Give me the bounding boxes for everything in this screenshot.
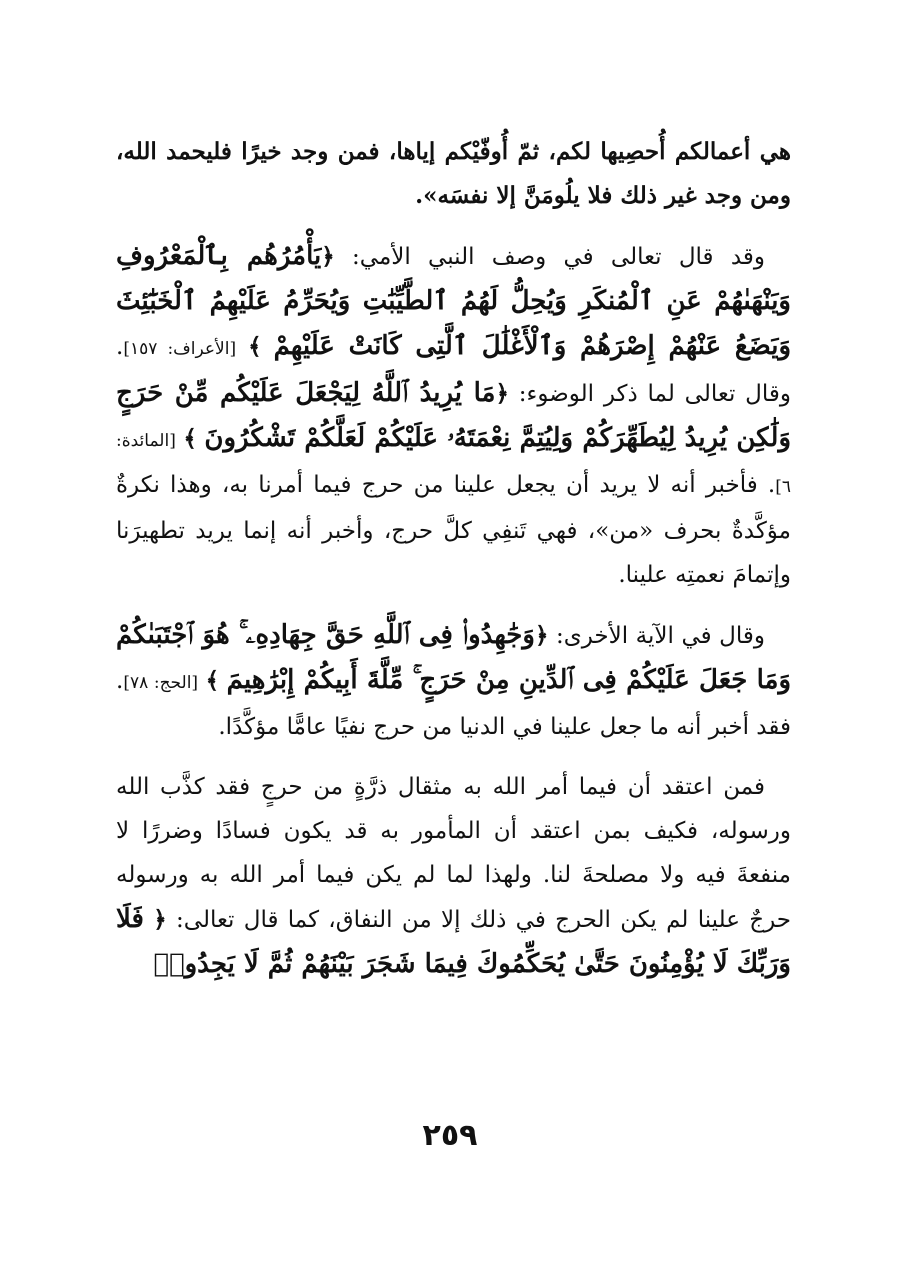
- closing-paragraph: [116, 765, 791, 987]
- hadith-text: هي أعمالكم أُحصِيها لكم، ثمّ أُوفّيْكم إياها، فمن وجد خيرًا فليحمد الله، ومن وجد غير ذلك فلا يلُومَنَّ إلا نفسَه».: [116, 138, 791, 209]
- verse-araf-text: يَأْمُرُهُم بِٱلْمَعْرُوفِ وَيَنْهَىٰهُمْ عَنِ ٱلْمُنكَرِ وَيُحِلُّ لَهُمُ ٱلطَّيِّبَٰتِ وَيُحَرِّمُ عَلَيْهِمُ ٱلْخَبَٰٓئِثَ وَيَضَعُ عَنْهُمْ إِصْرَهُمْ وَٱلْأَغْلَٰلَ ٱلَّتِى كَانَتْ عَلَيْهِمْ: [116, 241, 792, 361]
- verse-paragraph-araf: [116, 234, 791, 597]
- page-body: [116, 130, 791, 1003]
- verse-close-brace-2: ﴾: [183, 425, 197, 452]
- verse-open-brace-2: ﴿: [495, 380, 509, 407]
- verse-open-brace-3: ﴿: [534, 622, 549, 649]
- commentary-text-hajj: . فقد أخبر أنه ما جعل علينا في الدنيا من حرج نفيًا عامًّا مؤكَّدًا.: [116, 668, 791, 740]
- intro-text-hajj: وقال في الآية الأخرى:: [555, 623, 765, 649]
- verse-close-brace-3: ﴾: [205, 667, 220, 694]
- verse-open-brace-4: ﴿: [153, 906, 167, 933]
- verse-open-brace: ﴿: [321, 243, 335, 270]
- verse-paragraph-hajj: [116, 613, 791, 749]
- commentary-text: . فأخبر أنه لا يريد أن يجعل علينا من حرج فيما أمرنا به، وهذا نكرةٌ مؤكَّدةٌ بحرف «من»، فهي تَنفِي كلَّ حرج، وأخبر أنه إنما يريد تطهيرَنا وإتمامَ نعمتِه علينا.: [116, 472, 791, 588]
- verse-maidah-text: مَا يُرِيدُ ٱللَّهُ لِيَجْعَلَ عَلَيْكُم مِّنْ حَرَجٍ وَلَٰكِن يُرِيدُ لِيُطَهِّرَكُمْ وَلِيُتِمَّ نِعْمَتَهُۥ عَلَيْكُمْ لَعَلَّكُمْ تَشْكُرُونَ: [116, 378, 792, 453]
- outro-text: . وقال تعالى لما ذكر الوضوء:: [116, 334, 792, 407]
- page-number: ٢٥٩: [422, 1118, 478, 1153]
- closing-text: فمن اعتقد أن فيما أمر الله به مثقال ذرَّةٍ من حرجٍ فقد كذَّب الله ورسوله، فكيف بمن اعتقد أن المأمور به قد يكون فسادًا وضررًا لا منفعةَ فيه ولا مصلحةَ لنا. ولهذا لما لم يكن فيما أمر الله به ورسوله حرجٌ علينا لم يكن الحرج في ذلك إلا من النفاق، كما قال تعالى:: [116, 774, 791, 933]
- verse-reference-maidah: [المائدة: ٦]: [116, 431, 791, 497]
- verse-hajj-text: وَجَٰهِدُوا۟ فِى ٱللَّهِ حَقَّ جِهَادِهِۦ ۚ هُوَ ٱجْتَبَىٰكُمْ وَمَا جَعَلَ عَلَيْكُمْ فِى ٱلدِّينِ مِنْ حَرَجٍ ۚ مِّلَّةَ أَبِيكُمْ إِبْرَٰهِيمَ: [116, 620, 791, 695]
- verse-close-brace: ﴾: [248, 333, 262, 360]
- verse-nisa-text: فَلَا وَرَبِّكَ لَا يُؤْمِنُونَ حَتَّىٰ يُحَكِّمُوكَ فِيمَا شَجَرَ بَيْنَهُمْ ثُمَّ لَا يَجِدُوا۟: [116, 904, 791, 979]
- hadith-paragraph: [116, 130, 791, 218]
- verse-reference-araf: [الأعراف: ١٥٧]: [123, 339, 237, 359]
- intro-text: وقد قال تعالى في وصف النبي الأمي:: [352, 244, 765, 270]
- verse-reference-hajj: [الحج: ٧٨]: [123, 673, 199, 693]
